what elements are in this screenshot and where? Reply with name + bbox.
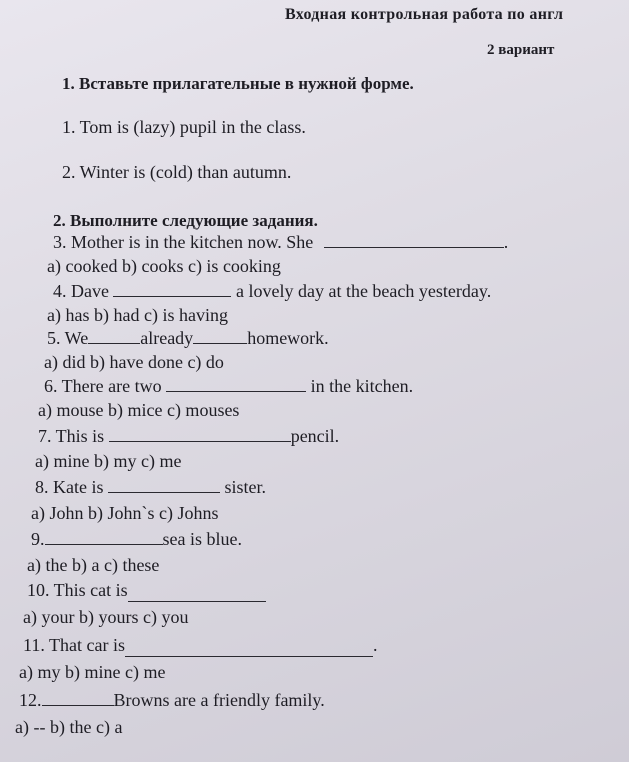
question-text-end: a lovely day at the beach yesterday. <box>235 281 492 301</box>
question-12 <box>19 690 325 711</box>
question-text-end: pencil. <box>290 426 340 446</box>
question-12-options: a) -- b) the c) a <box>15 717 123 737</box>
question-text: 12. <box>19 690 42 710</box>
question-text-end: . <box>503 232 509 252</box>
answer-blank <box>166 377 306 392</box>
question-text: 11. That car is <box>23 635 125 655</box>
question-7-options: a) mine b) my c) me <box>35 451 182 471</box>
question-text-end: sister. <box>224 477 266 497</box>
answer-blank <box>128 587 266 602</box>
answer-blank <box>125 642 373 657</box>
variant-label: 2 вариант <box>487 42 555 58</box>
question-text-end: in the kitchen. <box>310 376 414 396</box>
question-4 <box>53 281 491 302</box>
question-text: 8. Kate is <box>35 477 104 497</box>
question-text: 4. Dave <box>53 281 109 301</box>
question-5-options: a) did b) have done c) do <box>44 352 224 372</box>
answer-blank <box>193 329 247 344</box>
question-text-end: homework. <box>247 328 329 348</box>
question-text: 9. <box>31 529 45 549</box>
answer-blank <box>324 233 504 248</box>
question-text: 7. This is <box>38 426 105 446</box>
page-title: Входная контрольная работа по англ <box>285 6 564 23</box>
question-6-options: a) mouse b) mice c) mouses <box>38 400 240 420</box>
question-text: 5. We <box>47 328 89 348</box>
section1-heading: 1. Вставьте прилагательные в нужной форме. <box>62 74 414 93</box>
question-text-end: . <box>372 635 378 655</box>
question-11-options: a) my b) mine c) me <box>19 662 166 682</box>
question-8 <box>35 477 266 498</box>
answer-blank <box>113 282 231 297</box>
question-11 <box>23 635 377 656</box>
question-4-options: a) has b) had c) is having <box>47 305 228 325</box>
section2-heading: 2. Выполните следующие задания. <box>53 211 318 230</box>
answer-blank <box>108 478 220 493</box>
answer-blank <box>42 691 114 706</box>
question-text-end: Browns are a friendly family. <box>113 690 325 710</box>
question-9 <box>31 529 242 550</box>
question-10 <box>27 580 266 601</box>
section1-item-1: 1. Tom is (lazy) pupil in the class. <box>62 117 306 137</box>
question-3 <box>53 232 508 253</box>
section1-item-2: 2. Winter is (cold) than autumn. <box>62 162 292 182</box>
answer-blank <box>109 427 291 442</box>
answer-blank <box>45 530 163 545</box>
question-10-options: a) your b) yours c) you <box>23 607 189 627</box>
question-text: 6. There are two <box>44 376 162 396</box>
question-6 <box>44 376 413 397</box>
question-text-mid: already <box>140 328 194 348</box>
question-9-options: a) the b) a c) these <box>27 555 160 575</box>
question-text: 3. Mother is in the kitchen now. She <box>53 232 314 252</box>
question-text-end: sea is blue. <box>162 529 242 549</box>
question-text: 10. This cat is <box>27 580 128 600</box>
question-7 <box>38 426 339 447</box>
answer-blank <box>88 329 140 344</box>
question-3-options: a) cooked b) cooks c) is cooking <box>47 256 281 276</box>
question-5 <box>47 328 329 349</box>
question-8-options: a) John b) John`s c) Johns <box>31 503 219 523</box>
